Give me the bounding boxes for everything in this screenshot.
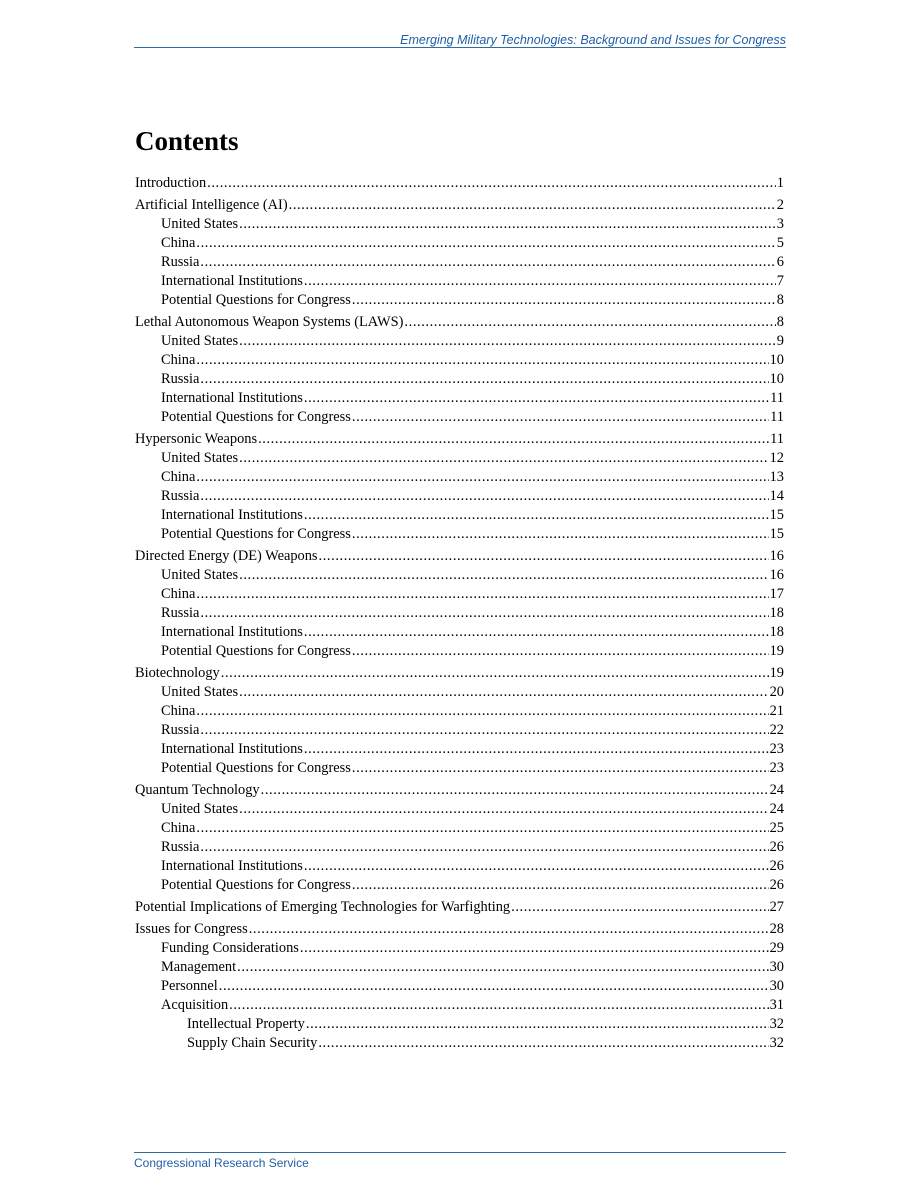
- toc-entry[interactable]: [135, 291, 784, 310]
- toc-entry-page-number: 2: [776, 197, 784, 213]
- toc-entry[interactable]: [135, 857, 784, 876]
- toc-dot-leader: [196, 702, 768, 721]
- toc-dot-leader: [304, 272, 776, 291]
- toc-dot-leader: [229, 996, 768, 1015]
- footer-organization: Congressional Research Service: [134, 1156, 309, 1170]
- toc-entry-label: International Institutions: [161, 507, 303, 523]
- toc-dot-leader: [196, 351, 768, 370]
- toc-dot-leader: [239, 215, 776, 234]
- toc-dot-leader: [196, 234, 775, 253]
- toc-entry-page-number: 28: [769, 921, 784, 937]
- toc-entry-label: International Institutions: [161, 390, 303, 406]
- toc-entry-label: Issues for Congress: [135, 921, 248, 937]
- toc-entry[interactable]: [135, 408, 784, 427]
- toc-entry-label: Potential Questions for Congress: [161, 760, 351, 776]
- toc-entry-label: Lethal Autonomous Weapon Systems (LAWS): [135, 314, 404, 330]
- toc-dot-leader: [352, 291, 776, 310]
- toc-entry-page-number: 15: [769, 507, 784, 523]
- toc-entry-page-number: 23: [769, 760, 784, 776]
- toc-entry-label: Management: [161, 959, 237, 975]
- toc-entry[interactable]: [135, 702, 784, 721]
- toc-entry-label: China: [161, 352, 196, 368]
- toc-dot-leader: [304, 506, 769, 525]
- toc-entry[interactable]: [135, 721, 784, 740]
- toc-dot-leader: [352, 408, 769, 427]
- toc-entry[interactable]: [135, 332, 784, 351]
- toc-entry-label: Russia: [161, 254, 200, 270]
- toc-entry-page-number: 11: [770, 390, 784, 406]
- toc-entry[interactable]: [135, 174, 784, 193]
- toc-entry[interactable]: [135, 487, 784, 506]
- toc-entry[interactable]: [135, 996, 784, 1015]
- toc-entry-label: United States: [161, 684, 239, 700]
- toc-entry[interactable]: [135, 664, 784, 683]
- running-footer: [134, 1152, 786, 1171]
- toc-entry[interactable]: [135, 272, 784, 291]
- running-header: [134, 33, 786, 48]
- toc-dot-leader: [196, 468, 768, 487]
- running-title: Emerging Military Technologies: Background and Issues for Congress: [400, 33, 786, 47]
- toc-entry[interactable]: [135, 781, 784, 800]
- toc-dot-leader: [352, 525, 769, 544]
- toc-entry-label: Personnel: [161, 978, 218, 994]
- toc-entry-page-number: 10: [769, 352, 784, 368]
- toc-entry-label: Introduction: [135, 175, 207, 191]
- toc-entry-label: International Institutions: [161, 624, 303, 640]
- toc-entry[interactable]: [135, 1034, 784, 1053]
- toc-entry-page-number: 17: [769, 586, 784, 602]
- toc-dot-leader: [221, 664, 769, 683]
- toc-entry-page-number: 5: [776, 235, 784, 251]
- toc-dot-leader: [319, 547, 769, 566]
- toc-entry-label: Potential Questions for Congress: [161, 877, 351, 893]
- toc-dot-leader: [352, 876, 769, 895]
- toc-entry-label: International Institutions: [161, 741, 303, 757]
- toc-dot-leader: [200, 721, 768, 740]
- toc-entry-page-number: 23: [769, 741, 784, 757]
- toc-entry-label: Acquisition: [161, 997, 229, 1013]
- toc-dot-leader: [196, 819, 768, 838]
- table-of-contents: [135, 174, 784, 1053]
- toc-dot-leader: [352, 642, 769, 661]
- toc-entry-page-number: 26: [769, 839, 784, 855]
- toc-entry-page-number: 25: [769, 820, 784, 836]
- toc-entry-label: United States: [161, 450, 239, 466]
- toc-dot-leader: [200, 487, 768, 506]
- toc-entry-page-number: 26: [769, 858, 784, 874]
- toc-entry-page-number: 30: [769, 978, 784, 994]
- toc-entry-label: China: [161, 703, 196, 719]
- toc-entry[interactable]: [135, 683, 784, 702]
- toc-entry[interactable]: [135, 370, 784, 389]
- toc-entry-page-number: 10: [769, 371, 784, 387]
- toc-entry-label: China: [161, 586, 196, 602]
- toc-entry-page-number: 16: [769, 548, 784, 564]
- toc-entry-label: Quantum Technology: [135, 782, 260, 798]
- toc-dot-leader: [239, 566, 768, 585]
- toc-entry-page-number: 13: [769, 469, 784, 485]
- toc-dot-leader: [300, 939, 769, 958]
- toc-entry-page-number: 31: [769, 997, 784, 1013]
- toc-entry[interactable]: [135, 740, 784, 759]
- toc-entry-page-number: 22: [769, 722, 784, 738]
- toc-entry-page-number: 32: [769, 1035, 784, 1051]
- toc-dot-leader: [306, 1015, 769, 1034]
- toc-entry-label: International Institutions: [161, 858, 303, 874]
- toc-dot-leader: [261, 781, 769, 800]
- toc-entry[interactable]: [135, 389, 784, 408]
- toc-entry-label: Russia: [161, 488, 200, 504]
- toc-entry[interactable]: [135, 234, 784, 253]
- toc-entry[interactable]: [135, 898, 784, 917]
- toc-dot-leader: [200, 370, 768, 389]
- toc-dot-leader: [318, 1034, 768, 1053]
- toc-dot-leader: [219, 977, 769, 996]
- toc-entry-page-number: 19: [769, 643, 784, 659]
- toc-entry[interactable]: [135, 958, 784, 977]
- toc-entry[interactable]: [135, 468, 784, 487]
- toc-entry[interactable]: [135, 313, 784, 332]
- toc-entry[interactable]: [135, 838, 784, 857]
- toc-entry[interactable]: [135, 623, 784, 642]
- toc-entry-label: Potential Implications of Emerging Technologies for Warfighting: [135, 899, 511, 915]
- toc-entry[interactable]: [135, 430, 784, 449]
- toc-dot-leader: [404, 313, 775, 332]
- toc-dot-leader: [249, 920, 769, 939]
- toc-entry-label: Biotechnology: [135, 665, 220, 681]
- toc-entry-label: United States: [161, 567, 239, 583]
- toc-entry-page-number: 8: [776, 314, 784, 330]
- toc-entry-label: International Institutions: [161, 273, 303, 289]
- toc-entry[interactable]: [135, 215, 784, 234]
- toc-entry[interactable]: [135, 547, 784, 566]
- toc-entry-label: Directed Energy (DE) Weapons: [135, 548, 318, 564]
- toc-entry-page-number: 12: [769, 450, 784, 466]
- toc-entry[interactable]: [135, 800, 784, 819]
- toc-dot-leader: [196, 585, 768, 604]
- toc-entry-label: Intellectual Property: [187, 1016, 305, 1032]
- toc-entry-page-number: 3: [776, 216, 784, 232]
- toc-entry-label: Potential Questions for Congress: [161, 292, 351, 308]
- toc-entry[interactable]: [135, 604, 784, 623]
- toc-entry-label: China: [161, 235, 196, 251]
- toc-entry-label: Potential Questions for Congress: [161, 409, 351, 425]
- toc-dot-leader: [239, 683, 768, 702]
- toc-entry-label: United States: [161, 801, 239, 817]
- toc-entry-label: United States: [161, 333, 239, 349]
- toc-dot-leader: [200, 838, 768, 857]
- toc-dot-leader: [304, 857, 769, 876]
- toc-entry-label: Artificial Intelligence (AI): [135, 197, 288, 213]
- toc-entry-label: China: [161, 469, 196, 485]
- toc-dot-leader: [289, 196, 776, 215]
- toc-entry-page-number: 19: [769, 665, 784, 681]
- page-title: Contents: [135, 126, 239, 156]
- toc-entry-page-number: 32: [769, 1016, 784, 1032]
- toc-entry-page-number: 20: [769, 684, 784, 700]
- toc-dot-leader: [258, 430, 769, 449]
- toc-entry-page-number: 11: [770, 409, 784, 425]
- toc-entry-page-number: 26: [769, 877, 784, 893]
- toc-entry-label: Hypersonic Weapons: [135, 431, 258, 447]
- toc-entry-label: Supply Chain Security: [187, 1035, 318, 1051]
- toc-entry[interactable]: [135, 253, 784, 272]
- toc-dot-leader: [239, 800, 768, 819]
- toc-dot-leader: [352, 759, 769, 778]
- toc-entry-label: Potential Questions for Congress: [161, 526, 351, 542]
- toc-dot-leader: [237, 958, 768, 977]
- toc-entry-page-number: 14: [769, 488, 784, 504]
- toc-dot-leader: [304, 389, 769, 408]
- toc-entry-page-number: 29: [769, 940, 784, 956]
- toc-entry[interactable]: [135, 819, 784, 838]
- toc-dot-leader: [200, 604, 768, 623]
- toc-entry-label: Russia: [161, 722, 200, 738]
- toc-entry[interactable]: [135, 939, 784, 958]
- toc-entry-page-number: 21: [769, 703, 784, 719]
- toc-entry[interactable]: [135, 351, 784, 370]
- toc-entry[interactable]: [135, 585, 784, 604]
- toc-entry-page-number: 18: [769, 624, 784, 640]
- toc-entry-page-number: 1: [776, 175, 784, 191]
- toc-dot-leader: [200, 253, 775, 272]
- toc-entry[interactable]: [135, 876, 784, 895]
- toc-entry-label: United States: [161, 216, 239, 232]
- toc-entry[interactable]: [135, 920, 784, 939]
- toc-entry-label: China: [161, 820, 196, 836]
- toc-dot-leader: [304, 740, 769, 759]
- toc-entry[interactable]: [135, 642, 784, 661]
- toc-entry-page-number: 24: [769, 801, 784, 817]
- toc-entry[interactable]: [135, 506, 784, 525]
- toc-entry-label: Russia: [161, 371, 200, 387]
- toc-entry[interactable]: [135, 566, 784, 585]
- toc-entry-page-number: 15: [769, 526, 784, 542]
- toc-entry-page-number: 16: [769, 567, 784, 583]
- toc-entry-page-number: 24: [769, 782, 784, 798]
- toc-entry-label: Funding Considerations: [161, 940, 299, 956]
- toc-entry[interactable]: [135, 449, 784, 468]
- toc-entry-label: Russia: [161, 839, 200, 855]
- toc-entry[interactable]: [135, 759, 784, 778]
- toc-entry-page-number: 9: [776, 333, 784, 349]
- toc-entry-page-number: 27: [769, 899, 784, 915]
- toc-dot-leader: [239, 332, 776, 351]
- toc-entry-label: Potential Questions for Congress: [161, 643, 351, 659]
- toc-entry[interactable]: [135, 525, 784, 544]
- toc-entry-page-number: 18: [769, 605, 784, 621]
- toc-entry-label: Russia: [161, 605, 200, 621]
- toc-dot-leader: [239, 449, 768, 468]
- toc-entry[interactable]: [135, 1015, 784, 1034]
- toc-entry-page-number: 7: [776, 273, 784, 289]
- toc-dot-leader: [304, 623, 769, 642]
- toc-entry-page-number: 6: [776, 254, 784, 270]
- toc-entry[interactable]: [135, 196, 784, 215]
- toc-entry-page-number: 30: [769, 959, 784, 975]
- toc-entry[interactable]: [135, 977, 784, 996]
- toc-entry-page-number: 11: [770, 431, 784, 447]
- toc-dot-leader: [207, 174, 776, 193]
- toc-entry-page-number: 8: [776, 292, 784, 308]
- toc-dot-leader: [511, 898, 768, 917]
